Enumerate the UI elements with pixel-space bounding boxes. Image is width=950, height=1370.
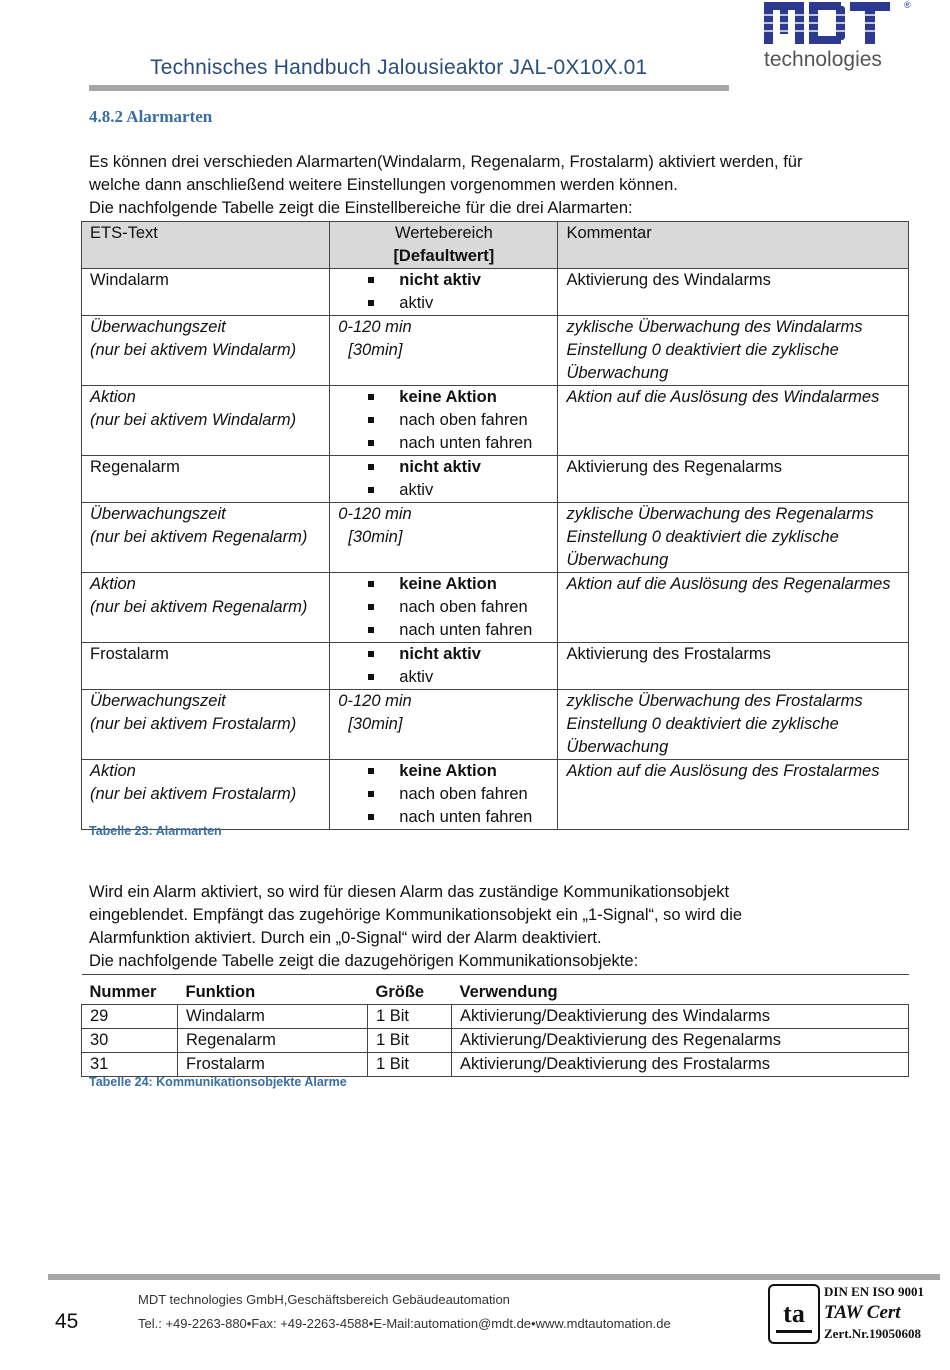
table-header-row bbox=[82, 222, 909, 269]
range-cell bbox=[330, 316, 558, 386]
option: nach unten fahren bbox=[368, 619, 549, 642]
table-row bbox=[82, 690, 909, 760]
table-row bbox=[82, 316, 909, 386]
comment-cell bbox=[558, 690, 909, 760]
intro-line: welche dann anschließend weitere Einstellungen vorgenommen werden können. bbox=[89, 176, 678, 194]
ets-text: Aktion bbox=[90, 575, 136, 593]
function-cell: Windalarm bbox=[178, 1005, 368, 1029]
comment-cell: Aktion auf die Auslösung des Windalarmes bbox=[558, 386, 909, 456]
column-header-size: Größe bbox=[368, 975, 452, 1005]
comment-line: Überwachung bbox=[566, 551, 669, 569]
footer-company: MDT technologies GmbH,Geschäftsbereich Gebäudeautomation bbox=[138, 1292, 510, 1307]
option-default: nicht aktiv bbox=[368, 456, 549, 479]
ets-subtext: (nur bei aktivem Windalarm) bbox=[90, 411, 297, 429]
size-cell: 1 Bit bbox=[368, 1005, 452, 1029]
cert-standard: DIN EN ISO 9001 bbox=[824, 1284, 925, 1299]
ets-text-cell bbox=[82, 573, 330, 643]
range-cell bbox=[330, 386, 558, 456]
certification-badge bbox=[768, 1284, 944, 1346]
taw-cert-logo-icon bbox=[768, 1284, 820, 1344]
ets-subtext: (nur bei aktivem Frostalarm) bbox=[90, 715, 297, 733]
comment-cell bbox=[558, 316, 909, 386]
column-header-number: Nummer bbox=[82, 975, 178, 1005]
range-cell bbox=[330, 643, 558, 690]
table-row bbox=[82, 456, 909, 503]
default-value: [30min] bbox=[348, 341, 403, 359]
ets-text-cell: Frostalarm bbox=[82, 643, 330, 690]
option: nach oben fahren bbox=[368, 783, 549, 806]
table-row bbox=[82, 573, 909, 643]
option: nach oben fahren bbox=[368, 409, 549, 432]
number-cell: 31 bbox=[82, 1053, 178, 1077]
range-value: 0-120 min bbox=[338, 692, 412, 710]
mdt-logo bbox=[764, 0, 944, 78]
table-row bbox=[82, 643, 909, 690]
comment-cell: Aktivierung des Windalarms bbox=[558, 269, 909, 316]
column-header-range bbox=[330, 222, 558, 269]
ets-text: Überwachungszeit bbox=[90, 505, 226, 523]
header-divider bbox=[89, 85, 729, 91]
column-header-comment: Kommentar bbox=[558, 222, 909, 269]
range-cell bbox=[330, 503, 558, 573]
option: nach oben fahren bbox=[368, 596, 549, 619]
column-header-function: Funktion bbox=[178, 975, 368, 1005]
number-cell: 30 bbox=[82, 1029, 178, 1053]
alarm-types-table bbox=[81, 221, 909, 830]
option-default: keine Aktion bbox=[368, 760, 549, 783]
function-cell: Regenalarm bbox=[178, 1029, 368, 1053]
default-value: [30min] bbox=[348, 528, 403, 546]
ets-text-cell: Windalarm bbox=[82, 269, 330, 316]
table-row bbox=[82, 503, 909, 573]
ets-subtext: (nur bei aktivem Regenalarm) bbox=[90, 528, 308, 546]
intro-line: Es können drei verschieden Alarmarten(Windalarm, Regenalarm, Frostalarm) aktiviert werden, für bbox=[89, 153, 803, 171]
paragraph-line: Alarmfunktion aktiviert. Durch ein „0-Signal“ wird der Alarm deaktiviert. bbox=[89, 929, 602, 947]
ets-subtext: (nur bei aktivem Frostalarm) bbox=[90, 785, 297, 803]
ets-text-cell bbox=[82, 760, 330, 830]
option: nach unten fahren bbox=[368, 432, 549, 455]
communication-paragraph bbox=[89, 881, 889, 973]
comment-line: Einstellung 0 deaktiviert die zyklische bbox=[566, 715, 839, 733]
paragraph-line: Wird ein Alarm aktiviert, so wird für diesen Alarm das zuständige Kommunikationsobjekt bbox=[89, 883, 730, 901]
table-row bbox=[82, 760, 909, 830]
table-row bbox=[82, 1005, 909, 1029]
option: nach unten fahren bbox=[368, 806, 549, 829]
column-header-ets-text: ETS-Text bbox=[82, 222, 330, 269]
ets-text: Aktion bbox=[90, 762, 136, 780]
comment-line: zyklische Überwachung des Windalarms bbox=[566, 318, 863, 336]
ets-text-cell bbox=[82, 316, 330, 386]
paragraph-line: eingeblendet. Empfängt das zugehörige Kommunikationsobjekt ein „1-Signal“, so wird die bbox=[89, 906, 743, 924]
table-caption: Tabelle 24: Kommunikationsobjekte Alarme bbox=[89, 1075, 347, 1089]
option-default: nicht aktiv bbox=[368, 269, 549, 292]
svg-text:ta: ta bbox=[783, 1299, 805, 1328]
comment-cell: Aktivierung des Regenalarms bbox=[558, 456, 909, 503]
default-value: [30min] bbox=[348, 715, 403, 733]
ets-text-cell bbox=[82, 386, 330, 456]
comment-line: zyklische Überwachung des Regenalarms bbox=[566, 505, 874, 523]
ets-subtext: (nur bei aktivem Windalarm) bbox=[90, 341, 297, 359]
section-title: 4.8.2 Alarmarten bbox=[89, 107, 213, 126]
ets-text: Überwachungszeit bbox=[90, 318, 226, 336]
registered-mark-icon: ® bbox=[904, 0, 911, 10]
ets-text-cell: Regenalarm bbox=[82, 456, 330, 503]
option: aktiv bbox=[368, 479, 549, 502]
intro-line: Die nachfolgende Tabelle zeigt die Einstellbereiche für die drei Alarmarten: bbox=[89, 199, 633, 217]
intro-paragraph bbox=[89, 151, 889, 220]
range-value: 0-120 min bbox=[338, 505, 412, 523]
comment-line: Einstellung 0 deaktiviert die zyklische bbox=[566, 341, 839, 359]
option: aktiv bbox=[368, 666, 549, 689]
range-cell bbox=[330, 456, 558, 503]
page-number: 45 bbox=[55, 1310, 79, 1333]
size-cell: 1 Bit bbox=[368, 1053, 452, 1077]
default-header-label: [Defaultwert] bbox=[393, 247, 495, 265]
paragraph-line: Die nachfolgende Tabelle zeigt die dazugehörigen Kommunikationsobjekte: bbox=[89, 952, 639, 970]
table-row bbox=[82, 386, 909, 456]
usage-cell: Aktivierung/Deaktivierung des Frostalarms bbox=[452, 1053, 909, 1077]
document-header-title: Technisches Handbuch Jalousieaktor JAL-0X10X.01 bbox=[150, 56, 648, 79]
comment-line: Einstellung 0 deaktiviert die zyklische bbox=[566, 528, 839, 546]
comment-line: Überwachung bbox=[566, 364, 669, 382]
comment-cell bbox=[558, 503, 909, 573]
column-header-usage: Verwendung bbox=[452, 975, 909, 1005]
usage-cell: Aktivierung/Deaktivierung des Windalarms bbox=[452, 1005, 909, 1029]
table-header-row bbox=[82, 975, 909, 1005]
ets-text: Überwachungszeit bbox=[90, 692, 226, 710]
logo-subtitle: technologies bbox=[764, 48, 882, 71]
range-cell bbox=[330, 269, 558, 316]
ets-text-cell bbox=[82, 503, 330, 573]
ets-text: Aktion bbox=[90, 388, 136, 406]
comment-line: zyklische Überwachung des Frostalarms bbox=[566, 692, 863, 710]
comment-cell: Aktivierung des Frostalarms bbox=[558, 643, 909, 690]
footer-divider bbox=[48, 1274, 940, 1280]
option-default: nicht aktiv bbox=[368, 643, 549, 666]
size-cell: 1 Bit bbox=[368, 1029, 452, 1053]
table-row bbox=[82, 1053, 909, 1077]
comment-cell: Aktion auf die Auslösung des Frostalarmes bbox=[558, 760, 909, 830]
ets-text-cell bbox=[82, 690, 330, 760]
usage-cell: Aktivierung/Deaktivierung des Regenalarms bbox=[452, 1029, 909, 1053]
table-row bbox=[82, 269, 909, 316]
option-default: keine Aktion bbox=[368, 386, 549, 409]
communication-objects-table bbox=[81, 974, 909, 1077]
range-value: 0-120 min bbox=[338, 318, 412, 336]
number-cell: 29 bbox=[82, 1005, 178, 1029]
range-cell bbox=[330, 760, 558, 830]
range-cell bbox=[330, 573, 558, 643]
range-cell bbox=[330, 690, 558, 760]
ets-subtext: (nur bei aktivem Regenalarm) bbox=[90, 598, 308, 616]
mdt-logo-icon bbox=[764, 0, 892, 46]
comment-line: Überwachung bbox=[566, 738, 669, 756]
footer-contact: Tel.: +49-2263-880•Fax: +49-2263-4588•E-Mail:automation@mdt.de•www.mdtautomation.de bbox=[138, 1316, 671, 1331]
option-default: keine Aktion bbox=[368, 573, 549, 596]
table-caption: Tabelle 23: Alarmarten bbox=[89, 824, 222, 838]
comment-cell: Aktion auf die Auslösung des Regenalarmes bbox=[558, 573, 909, 643]
option: aktiv bbox=[368, 292, 549, 315]
table-row bbox=[82, 1029, 909, 1053]
cert-name: TAW Cert bbox=[824, 1302, 901, 1323]
function-cell: Frostalarm bbox=[178, 1053, 368, 1077]
cert-number: Zert.Nr.19050608 bbox=[824, 1326, 922, 1341]
range-header-label: Wertebereich bbox=[394, 224, 493, 242]
